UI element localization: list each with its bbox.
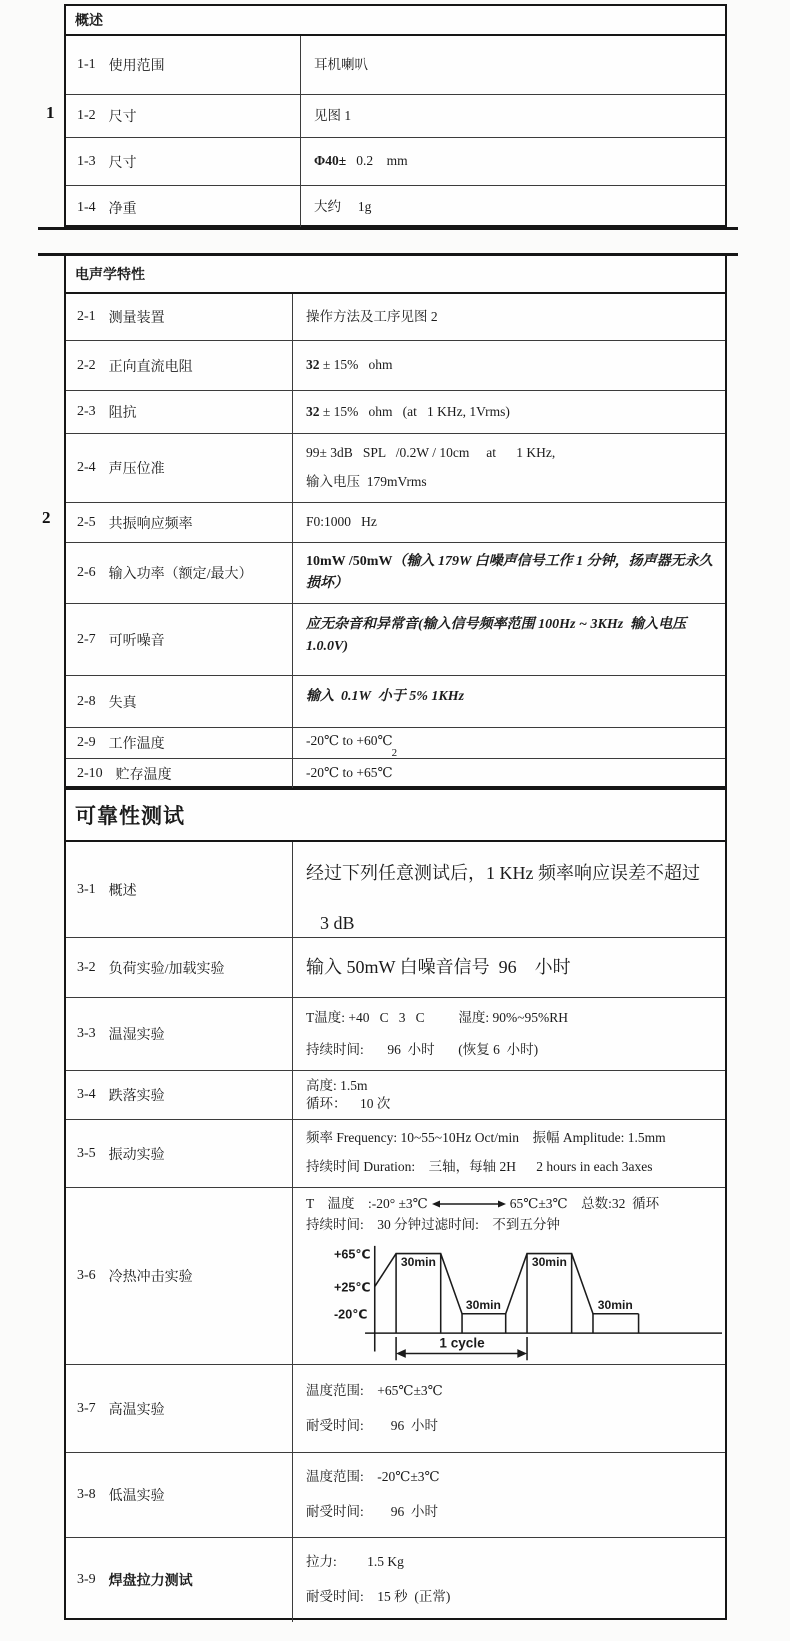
- value-line-1: 经过下列任意测试后，1 KHz 频率响应误差不超过: [306, 863, 700, 883]
- table-row: [66, 840, 725, 937]
- thermal-range-line: [306, 1194, 725, 1215]
- table-row: [66, 185, 725, 229]
- row-label: 输入功率（额定/最大）: [108, 567, 253, 582]
- row-number: 2-3: [77, 404, 96, 419]
- row-label: 冷热冲击实验: [108, 1270, 193, 1285]
- row-number: 3-5: [77, 1145, 96, 1161]
- section-margin-number-2: 2: [42, 508, 51, 527]
- section-title: 概述: [75, 14, 103, 29]
- row-value: 耳机喇叭: [314, 56, 368, 72]
- row-value: 输入 50mW 白噪音信号 96 小时: [306, 956, 571, 977]
- overview-table: [64, 4, 727, 227]
- table-row: [66, 542, 725, 603]
- table-row: [66, 502, 725, 542]
- value-line-1: T温度: +40 C 3 C 湿度: 90%~95%RH: [306, 1009, 569, 1025]
- table-row: [66, 1537, 725, 1622]
- reliability-table: [64, 788, 727, 1620]
- row-number: 2-7: [77, 631, 96, 647]
- axis-label-low: -20℃: [334, 1307, 368, 1322]
- section-title: 电声学特性: [75, 268, 145, 283]
- row-label: 可听噪音: [108, 633, 165, 649]
- row-label: 工作温度: [108, 737, 165, 752]
- value-line-2: 输入电压 179mVrms: [306, 474, 427, 489]
- row-number: 1-1: [77, 57, 96, 72]
- table-row: [66, 603, 725, 675]
- row-number: 3-7: [77, 1400, 96, 1416]
- table-row: [66, 292, 725, 340]
- table-row: [66, 1452, 725, 1537]
- row-number: 2-6: [77, 565, 96, 580]
- row-number: 2-4: [77, 460, 96, 475]
- row-label: 温湿实验: [108, 1028, 165, 1043]
- value-line-1: 高度: 1.5m: [306, 1077, 368, 1093]
- row-label: 正向直流电阻: [108, 359, 193, 375]
- row-label: 使用范围: [108, 59, 165, 74]
- table-row: [66, 137, 725, 185]
- row-label: 振动实验: [108, 1147, 165, 1163]
- thermal-range-right: 65℃±3℃ 总数:32 循环: [509, 1196, 660, 1211]
- row-number: 3-8: [77, 1487, 96, 1502]
- value-line-1: 频率 Frequency: 10~55~10Hz Oct/min 振幅 Amplitude: 1.5mm: [306, 1130, 666, 1145]
- section-title: 可靠性测试: [75, 804, 185, 828]
- row-number: 2-10: [77, 765, 103, 781]
- value-bold-part: 10mW /50mW: [306, 554, 393, 570]
- row-value: 输入 0.1W 小于 5% 1KHz: [306, 689, 465, 704]
- row-label: 失真: [108, 695, 137, 711]
- table-row: [66, 758, 725, 788]
- range-arrow-icon: [432, 1199, 506, 1209]
- value-line-2: 耐受时间: 96 小时: [306, 1417, 439, 1433]
- row-label: 焊盘拉力测试: [108, 1574, 193, 1589]
- cycle-span-label: 1 cycle: [439, 1335, 485, 1351]
- row-number: 3-2: [77, 959, 96, 975]
- row-value: -20℃ to $+60℃_2$: [306, 733, 398, 758]
- table-row: [66, 390, 725, 433]
- table-row: [66, 997, 725, 1070]
- row-label: 声压位准: [108, 462, 165, 477]
- value-line-1: 99± 3dB SPL /0.2W / 10cm at 1 KHz,: [306, 445, 556, 461]
- row-label: 共振响应频率: [108, 516, 193, 532]
- row-label: 高温实验: [108, 1402, 165, 1418]
- table-row: [66, 1364, 725, 1452]
- row-label: 净重: [108, 201, 137, 217]
- value-italic-part: （输入 179W 白噪声信号工作 1 分钟，扬声器无永久损坏）: [306, 554, 713, 591]
- value-bold-part: Φ40±: [314, 153, 347, 169]
- table-row-thermal-shock: [66, 1187, 725, 1364]
- value-bold-part: 32: [306, 403, 320, 419]
- table-row: [66, 727, 725, 758]
- thermal-duration-line: 持续时间: 30 分钟过滤时间: 不到五分钟: [306, 1216, 560, 1232]
- row-number: 3-6: [77, 1268, 96, 1283]
- section-separator-line: [38, 227, 738, 230]
- row-number: 3-4: [77, 1087, 96, 1102]
- row-value: 操作方法及工序见图 2: [306, 308, 438, 324]
- row-number: 1-2: [77, 108, 96, 123]
- row-value: 应无杂音和异常音(输入信号频率范围 100Hz ~ 3KHz 输入电压 1.0.0V): [306, 617, 690, 654]
- row-number: 3-9: [77, 1572, 96, 1587]
- table-row: [66, 1119, 725, 1187]
- overview-table-title: [66, 6, 725, 34]
- electroacoustic-table-title: [66, 256, 725, 292]
- row-value: 32 ± 15% ohm (at 1 KHz, 1Vrms): [306, 403, 510, 419]
- section-margin-number-1: 1: [46, 103, 55, 122]
- table-row: [66, 94, 725, 137]
- row-number: 2-1: [77, 309, 96, 324]
- row-number: 2-2: [77, 357, 96, 373]
- row-label: 负荷实验/加载实验: [108, 961, 225, 977]
- value-line-1: 温度范围: +65℃±3℃: [306, 1382, 443, 1398]
- row-label: 概述: [108, 883, 137, 899]
- thermal-cycle-diagram: [318, 1240, 725, 1364]
- value-line-2: 持续时间: 96 小时 (恢复 6 小时): [306, 1041, 539, 1057]
- row-value: [306, 551, 717, 594]
- row-label: 跌落实验: [108, 1089, 165, 1104]
- row-label: 尺寸: [108, 155, 137, 171]
- value-line-2: 循环： 10 次: [306, 1096, 391, 1111]
- row-label: 阻抗: [108, 406, 137, 421]
- row-value: F0:1000 Hz: [306, 514, 377, 530]
- value-line-2: 3 dB: [320, 912, 355, 933]
- plateau-duration-label: 30min: [531, 1255, 567, 1270]
- axis-label-high: +65℃: [334, 1247, 371, 1262]
- value-line-1: 拉力: 1.5 Kg: [306, 1554, 404, 1570]
- thermal-range-left: T 温度 :-20° ±3℃: [306, 1196, 428, 1211]
- plateau-duration-label: 30min: [465, 1297, 501, 1312]
- row-value: 32 ± 15% ohm: [306, 357, 393, 373]
- row-number: 1-3: [77, 153, 96, 169]
- reliability-table-title: [66, 790, 725, 840]
- value-bold-part: 32: [306, 357, 320, 373]
- row-label: 低温实验: [108, 1489, 165, 1504]
- row-label: 尺寸: [108, 110, 137, 125]
- table-row: [66, 675, 725, 727]
- row-value: 见图 1: [314, 107, 352, 123]
- row-label: 测量装置: [108, 311, 165, 326]
- row-value: 大约 1g: [314, 199, 372, 215]
- row-value: Φ40± 0.2 mm: [314, 153, 408, 169]
- table-row: [66, 937, 725, 997]
- value-line-2: 耐受时间: 15 秒 (正常): [306, 1589, 451, 1604]
- row-number: 2-9: [77, 735, 96, 750]
- table-row: [66, 433, 725, 502]
- axis-label-mid: +25℃: [334, 1280, 371, 1295]
- value-line-1: 温度范围: -20℃±3℃: [306, 1469, 440, 1485]
- value-line-2: 耐受时间: 96 小时: [306, 1504, 439, 1519]
- plateau-duration-label: 30min: [597, 1297, 633, 1312]
- table-row: [66, 340, 725, 390]
- row-number: 3-1: [77, 881, 96, 897]
- table-row: [66, 34, 725, 94]
- electroacoustic-table: [64, 256, 727, 788]
- page-number-artifact: 2: [391, 746, 398, 758]
- row-label: 贮存温度: [115, 767, 172, 783]
- row-number: 3-3: [77, 1026, 96, 1041]
- row-value: -20℃ to +65℃: [306, 765, 393, 781]
- plateau-duration-label: 30min: [400, 1255, 436, 1270]
- row-number: 2-8: [77, 693, 96, 709]
- row-number: 2-5: [77, 514, 96, 530]
- table-row: [66, 1070, 725, 1119]
- value-line-2: 持续时间 Duration: 三轴，每轴 2H 2 hours in each 3axes: [306, 1158, 653, 1174]
- row-number: 1-4: [77, 199, 96, 215]
